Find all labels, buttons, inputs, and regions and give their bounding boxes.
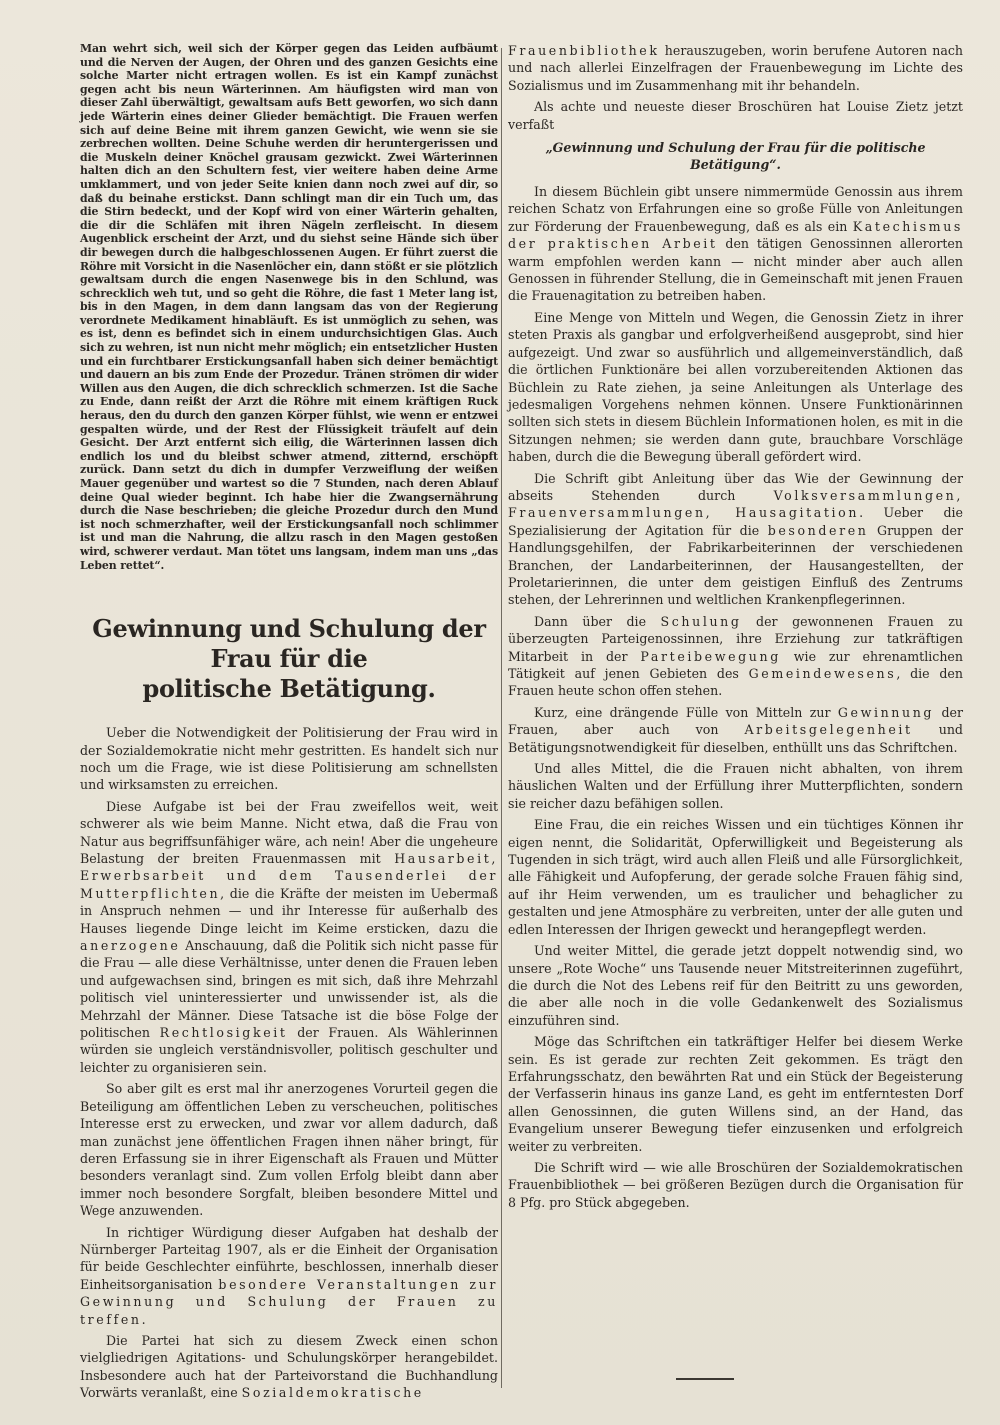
text-run: In richtiger Würdigung dieser Aufgaben hat deshalb der Nürnberger Parteitag 1907, als er die Einheit der Organisation für beide Geschlechter einführte, beschlossen, innerhalb dieser Einheitsorganisation <box>80 1224 498 1292</box>
paragraph: Möge das Schriftchen ein tatkräftiger Helfer bei diesem Werke sein. Es ist gerade zur rechten Zeit gekommen. Es trägt den Erfahrungsschatz, den bewährten Rat und ein Stück der Begeisterung der Verfasserin hinaus ins ganze Land, es geht im entferntesten Dorf allen Genossinnen, die guten Willens sind, an der Hand, das Evangelium unserer Bewegung tiefer einzusenken und erfolgreich weiter zu verbreiten. <box>508 1034 963 1154</box>
spaced-emphasis: Schulung <box>660 613 742 629</box>
headline-line-1: Gewinnung und Schulung der Frau für die <box>92 614 486 674</box>
paragraph: Ueber die Notwendigkeit der Politisierung der Frau wird in der Sozialdemokratie nicht mehr gestritten. Es handelt sich nur noch um die Frage, wie ist diese Politisierung am schnellsten und wirksamsten zu erreichen. <box>80 725 498 793</box>
paragraph <box>80 798 498 1077</box>
text-run: der Frauen, aber auch von <box>508 704 963 738</box>
spaced-emphasis: Katechismus der praktischen Arbeit <box>508 218 963 252</box>
right-column <box>508 42 963 1215</box>
paragraph: Und weiter Mittel, die gerade jetzt doppelt notwendig sind, wo unsere „Rote Woche“ uns Tausende neuer Mitstreiterinnen zugeführt, die durch die Not des Lebens reif für den Beitritt zu uns geworden, die aber alle noch in die volle Gedankenwelt des Sozialismus einzuführen sind. <box>508 943 963 1028</box>
brochure-title: „Gewinnung und Schulung der Frau für die politische Betätigung“. <box>545 140 926 173</box>
paragraph <box>508 42 963 94</box>
spaced-emphasis: Sozialdemokratische <box>241 1385 424 1401</box>
text-run: Anschauung, daß die Politik sich nicht passe für die Frau — alle diese Verhältnisse, unter denen die Frauen leben und aufgewachsen sind, bringen es mit sich, daß ihre Mehrzahl politisch viel uninteressierter und unwissender ist, als die Mehrzahl der Männer. Diese Tatsache ist die böse Folge der politischen <box>80 938 498 1041</box>
text-run: der Frauen. Als Wählerinnen würden sie ungleich verständnisvoller, politisch geschulter und leichter zu organisieren sein. <box>80 1025 498 1075</box>
spaced-emphasis: Volksversammlungen, Frauenversammlungen, Hausagitation <box>508 487 963 521</box>
spaced-emphasis: Rechtlosigkeit <box>159 1025 288 1041</box>
paragraph <box>80 1332 498 1402</box>
paragraph <box>80 1224 498 1328</box>
text-run: . <box>141 1311 146 1327</box>
text-run: Die Partei hat sich zu diesem Zweck einen schon vielgliedrigen Agitations- und Schulungskörper herangebildet. Insbesondere auch hat der Parteivorstand die Buchhandlung Vorwärts veranlaßt, eine <box>80 1332 498 1401</box>
left-column <box>80 42 498 1406</box>
spaced-emphasis: Frauenbibliothek <box>508 43 660 58</box>
text-run: Die Schrift gibt Anleitung über das Wie der Gewinnung der abseits Stehenden durch <box>508 470 963 503</box>
article-body-left <box>80 724 498 1401</box>
spaced-emphasis: anerzogene <box>80 938 181 954</box>
article-headline <box>80 614 498 704</box>
spaced-emphasis: Gemeindewesens <box>748 666 897 681</box>
text-run: der gewonnenen Frauen zu überzeugten Parteigenossinnen, ihre Erziehung zur tatkräftigen Mitarbeit in der <box>508 613 963 664</box>
paragraph <box>508 704 963 756</box>
end-rule <box>676 1378 734 1380</box>
paragraph: Eine Menge von Mitteln und Wegen, die Genossin Zietz in ihrer steten Praxis als gangbar und erfolgverheißend ausgeprobt, sind hier aufgezeigt. Und zwar so ausführlich und allgemeinverständlich, daß die örtlichen Funktionäre bei allen vorzubereitenden Aktionen das Büchlein zu Rate ziehen, ja seine Anleitungen als Unterlage des jedesmaligen Vorgehens nehmen können. Unsere Funktionärinnen sollten sich stets in diesem Büchlein Informationen holen, es mit in die Sitzungen nehmen; sie werden dann gute, brauchbare Vorschläge haben, durch die die Bewegung überall gefördert wird. <box>508 309 963 465</box>
text-run: Kurz, eine drängende Fülle von Mitteln zur <box>534 704 838 720</box>
paragraph: So aber gilt es erst mal ihr anerzogenes Vorurteil gegen die Beteiligung am öffentlichen Leben zu verscheuchen, politisches Interesse erst zu erwecken, und zwar vor allem dadurch, daß man zunächst jene öffentlichen Fragen ihnen näher bringt, für deren Erfassung sie in ihrer Eigenschaft als Frauen und Mütter besonders veranlagt sind. Zum vollen Erfolg bleibt dann aber immer noch besondere Sorgfalt, bleiben besondere Mittel und Wege anzuwenden. <box>80 1081 498 1219</box>
spaced-emphasis: besonderen <box>767 522 869 538</box>
spaced-emphasis: Gewinnung <box>837 704 935 720</box>
spaced-emphasis: Parteibewegung <box>640 648 781 664</box>
paragraph: Und alles Mittel, die die Frauen nicht abhalten, von ihrem häuslichen Walten und der Erfüllung ihrer Mutterpflichten, sondern sie reicher dazu befähigen sollen. <box>508 761 963 811</box>
paragraph: Eine Frau, die ein reiches Wissen und ein tüchtiges Können ihr eigen nennt, die Solidarität, Opferwilligkeit und Begeisterung als Tugenden in sich trägt, wird auch allen Fleiß und alle Fürsorglichkeit, alle Fähigkeit und Aufopferung, der gerade solche Frauen fähig sind, auf ihr Heim verwenden, um es traulicher und behaglicher zu gestalten und jene Atmosphäre zu verbreiten, unter der alle guten und edlen Interessen der Ihrigen geweckt und herangepflegt werden. <box>508 817 963 937</box>
text-run: den tätigen Genossinnen allerorten warm empfohlen werden kann — nicht minder aber auch allen Genossen in führender Stellung, die in Gemeinschaft mit jenen Frauen die Frauenagitation zu betreiben haben. <box>508 236 963 304</box>
text-run: Gruppen der Handlungsgehilfen, der Fabrikarbeiterinnen der verschiedenen Branchen, der Landarbeiterinnen, der Hausangestellten, der Proletarierinnen, die unter dem geistigen Einfluß des Zentrums stehen, der Lehrerinnen und weltlichen Krankenpflegerinnen. <box>508 522 963 608</box>
paragraph: Die Schrift wird — wie alle Broschüren der Sozialdemokratischen Frauenbibliothek — bei größeren Bezügen durch die Organisation für 8 Pfg. pro Stück abgegeben. <box>508 1159 963 1210</box>
spaced-emphasis: Arbeitsgelegenheit <box>744 722 913 738</box>
text-run: und Betätigungsnotwendigkeit für dieselben, enthüllt uns das Schriftchen. <box>508 722 963 755</box>
spaced-emphasis: Hausarbeit, Erwerbsarbeit und dem Tausenderlei der Mutterpflichten <box>80 851 498 901</box>
column-divider <box>501 48 502 1388</box>
text-run: wie zur ehrenamtlichen Tätigkeit auf jenen Gebieten des <box>508 648 963 681</box>
text-run: , die die Kräfte der meisten im Uebermaß in Anspruch nehmen — und ihr Interesse für außerhalb des Hauses liegende Dinge leicht im Keime ersticken, dazu die <box>80 885 498 936</box>
paragraph <box>508 613 963 700</box>
text-run: Dann über die <box>534 613 661 629</box>
continuation-paragraph: Man wehrt sich, weil sich der Körper gegen das Leiden aufbäumt und die Nerven der Augen, der Ohren und des ganzen Gesichts eine solche Marter nicht ertragen wollen. Es ist ein Kampf zunächst gegen acht bis neun Wärterinnen. Am häufigsten wird man von dieser Zahl überwältigt, gewaltsam aufs Bett geworfen, wo sich dann jede Wärterin eines deiner Glieder bemächtigt. Die Frauen werfen sich auf deine Beine mit ihrem ganzen Gewicht, wie wenn sie sie zerbrechen wollten. Deine Schuhe werden dir heruntergerissen und die Muskeln deiner Knöchel grausam gezwickt. Zwei Wärterinnen halten dich an den Schultern fest, vier weitere haben deine Arme umklammert, und von jeder Seite knien dann noch zwei auf dir, so daß du beinahe erstickst. Dann schlingt man dir ein Tuch um, das die Stirn bedeckt, und der Kopf wird von einer Wärterin gehalten, die dir die Schläfen mit ihren Nägeln zerfleischt. In diesem Augenblick erscheint der Arzt, und du siehst seine Hände sich über dir bewegen durch die halbgeschlossenen Augen. Er führt zuerst die Röhre mit Vorsicht in die Nasenlöcher ein, dann stößt er sie plötzlich gewaltsam durch die engen Nasenwege bis in den Schlund, was schrecklich weh tut, und so geht die Röhre, die fast 1 Meter lang ist, bis in den Magen, in dem dann langsam das von der Regierung verordnete Medikament hinabläuft. Es ist unmöglich zu sehen, was es ist, denn es befindet sich in einem undurchsichtigen Glas. Auch sich zu wehren, ist nun nicht mehr möglich; ein entsetzlicher Husten und ein furchtbarer Erstickungsanfall haben sich deiner bemächtigt und dauern an bis zum Ende der Prozedur. Tränen strömen dir wider Willen aus den Augen, die dich schrecklich schmerzen. Ist die Sache zu Ende, dann reißt der Arzt die Röhre mit einem kräftigen Ruck heraus, den du durch den ganzen Körper fühlst, wie wenn er entzwei gespalten würde, und der Rest der Flüssigkeit träufelt auf dein Gesicht. Der Arzt entfernt sich eilig, die Wärterinnen lassen dich endlich los und du bleibst schwer atmend, zitternd, erschöpft zurück. Dann setzt du dich in dumpfer Verzweiflung der weißen Mauer gegenüber und wartest so die 7 Stunden, nach deren Ablauf deine Qual wieder beginnt. Ich habe hier die Zwangsernährung durch die Nase beschrieben; die gleiche Prozedur durch den Mund ist noch schmerzhafter, weil der Erstickungsanfall noch schlimmer ist und man die Nahrung, die allzu rasch in den Magen gestoßen wird, schwerer verdaut. Man tötet uns langsam, indem man uns „das Leben rettet“. <box>80 42 498 572</box>
text-run: , die den Frauen heute schon offen stehen. <box>508 666 963 699</box>
paragraph <box>508 183 963 305</box>
text-run: . Ueber die Spezialisierung der Agitation für die <box>508 505 964 538</box>
continuation-block <box>80 42 498 572</box>
headline-line-2: politische Betätigung. <box>142 674 436 704</box>
text-run: In diesem Büchlein gibt unsere nimmermüde Genossin aus ihrem reichen Schatz von Erfahrungen eine so große Fülle von Anleitungen zur Förderung der Frauenbewegung, daß es als ein <box>508 184 963 234</box>
paragraph: Als achte und neueste dieser Broschüren hat Louise Zietz jetzt verfaßt <box>508 99 963 132</box>
text-run: herauszugeben, worin berufene Autoren nach und nach allerlei Einzelfragen der Frauenbewegung im Lichte des Sozialismus und im Zusammenhang mit ihr behandeln. <box>508 43 963 93</box>
paragraph <box>508 470 963 609</box>
text-run: Diese Aufgabe ist bei der Frau zweifellos weit, weit schwerer als wie beim Manne. Nicht etwa, daß die Frau von Natur aus begriffsunfähiger wäre, ach nein! Aber die ungeheure Belastung der breiten Frauenmassen mit <box>80 798 498 866</box>
spaced-emphasis: besondere Veranstaltungen zur Gewinnung und Schulung der Frauen zu treffen <box>80 1276 498 1327</box>
